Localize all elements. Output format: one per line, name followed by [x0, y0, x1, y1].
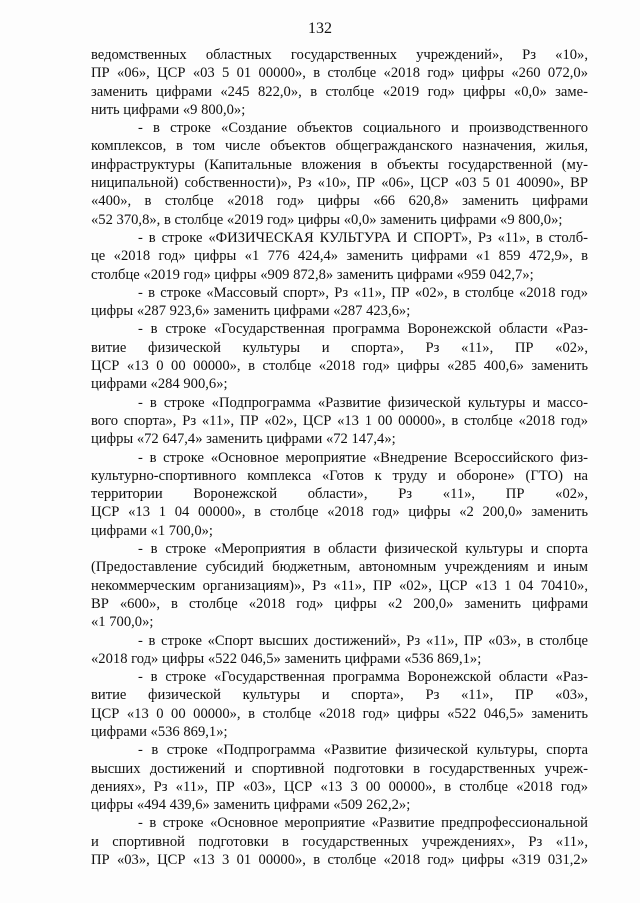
text-line: «400», в столбце «2018 год» цифры «66 620,8» заменить цифрами [91, 193, 588, 210]
paragraph [91, 741, 588, 814]
text-line: ЦСР «13 0 00 00000», в столбце «2018 год» цифры «285 400,6» заменить [91, 358, 588, 375]
text-line: культурно-спортивного комплекса «Готов к труду и обороне» (ГТО) на [91, 467, 588, 484]
text-line: и спортивной подготовки в государственных учреждениях», Рз «11», [91, 833, 588, 850]
text-line: - в строке «Подпрограмма «Развитие физической культуры и массо- [138, 394, 588, 411]
paragraph [91, 119, 588, 229]
text-line: нить цифрами «9 800,0»; [91, 101, 246, 118]
text-line: заменить цифрами «245 822,0», в столбце «2019 год» цифры «0,0» заме- [91, 83, 588, 100]
text-line: - в строке «ФИЗИЧЕСКАЯ КУЛЬТУРА И СПОРТ», Рз «11», в столб- [138, 229, 588, 246]
text-line: некоммерческим организациям)», Рз «11», ПР «02», ЦСР «13 1 04 70410», [91, 577, 588, 594]
text-line: «52 370,8», в столбце «2019 год» цифры «0,0» заменить цифрами «9 800,0»; [91, 211, 563, 228]
text-line: комплексов, в том числе объектов общегражданского назначения, жилья, [91, 138, 588, 155]
text-line: цифры «494 439,6» заменить цифрами «509 262,2»; [91, 797, 411, 814]
paragraph [91, 320, 588, 393]
text-line: - в строке «Основное мероприятие «Внедрение Всероссийского физ- [138, 449, 588, 466]
text-line: - в строке «Мероприятия в области физической культуры и спорта [138, 541, 588, 558]
page-number: 132 [308, 20, 332, 37]
paragraph [91, 814, 588, 869]
text-line: - в строке «Создание объектов социального и производственного [138, 120, 588, 137]
text-line: - в строке «Основное мероприятие «Развитие предпрофессиональной [138, 815, 588, 832]
text-line: - в строке «Государственная программа Воронежской области «Раз- [138, 321, 588, 338]
text-line: цифрами «1 700,0»; [91, 522, 213, 539]
text-line: столбце «2019 год» цифры «909 872,8» заменить цифрами «959 042,7»; [91, 266, 534, 283]
text-line: ниципальной) собственности)», Рз «10», ПР «06», ЦСР «03 5 01 40090», ВР [91, 175, 588, 192]
text-line: ПР «06», ЦСР «03 5 01 00000», в столбце «2018 год» цифры «260 072,0» [91, 65, 588, 82]
text-line: «1 700,0»; [91, 614, 154, 631]
text-line: витие физической культуры и спорта», Рз «11», ПР «02», [91, 339, 588, 356]
text-line: цифрами «536 869,1»; [91, 723, 228, 740]
text-line: «2018 год» цифры «522 046,5» заменить цифрами «536 869,1»; [91, 650, 482, 667]
text-line: ведомственных областных государственных учреждений», Рз «10», [91, 47, 588, 63]
paragraph [91, 540, 588, 631]
text-line: территории Воронежской области», Рз «11», ПР «02», [91, 486, 588, 503]
paragraph [91, 284, 588, 321]
text-line: дениях», Рз «11», ПР «03», ЦСР «13 3 00 00000», в столбце «2018 год» [91, 778, 588, 795]
paragraph [91, 46, 588, 119]
paragraph [91, 394, 588, 449]
text-line: ПР «03», ЦСР «13 3 01 00000», в столбце «2018 год» цифры «319 031,2» [91, 852, 588, 869]
text-line: цифрами «284 900,6»; [91, 376, 228, 393]
paragraph [91, 229, 588, 284]
paragraph [91, 632, 588, 669]
text-line: ЦСР «13 1 04 00000», в столбце «2018 год» цифры «2 200,0» заменить [91, 504, 588, 521]
paragraph [91, 449, 588, 540]
text-line: - в строке «Государственная программа Воронежской области «Раз- [138, 669, 588, 686]
text-line: витие физической культуры и спорта», Рз «11», ПР «03», [91, 687, 588, 704]
text-line: цифры «287 923,6» заменить цифрами «287 423,6»; [91, 303, 411, 320]
text-line: ЦСР «13 0 00 00000», в столбце «2018 год» цифры «522 046,5» заменить [91, 705, 588, 722]
text-line: - в строке «Массовый спорт», Рз «11», ПР «02», в столбце «2018 год» [138, 284, 588, 301]
paragraph [91, 668, 588, 741]
text-line: - в строке «Подпрограмма «Развитие физической культуры, спорта [138, 742, 588, 759]
text-line: высших достижений и спортивной подготовки в государственных учреж- [91, 760, 588, 777]
text-line: ВР «600», в столбце «2018 год» цифры «2 200,0» заменить цифрами [91, 595, 588, 612]
text-line: вого спорта», Рз «11», ПР «02», ЦСР «13 1 00 00000», в столбце «2018 год» [91, 412, 588, 429]
document-body [91, 46, 588, 869]
text-line: (Предоставление субсидий бюджетным, автономным учреждениям и иным [91, 559, 588, 576]
text-line: - в строке «Спорт высших достижений», Рз «11», ПР «03», в столбце [138, 632, 588, 649]
text-line: цифры «72 647,4» заменить цифрами «72 147,4»; [91, 431, 396, 448]
text-line: це «2018 год» цифры «1 776 424,4» заменить цифрами «1 859 472,9», в [91, 248, 588, 265]
text-line: инфраструктуры (Капитальные вложения в объекты государственной (му- [91, 156, 588, 173]
